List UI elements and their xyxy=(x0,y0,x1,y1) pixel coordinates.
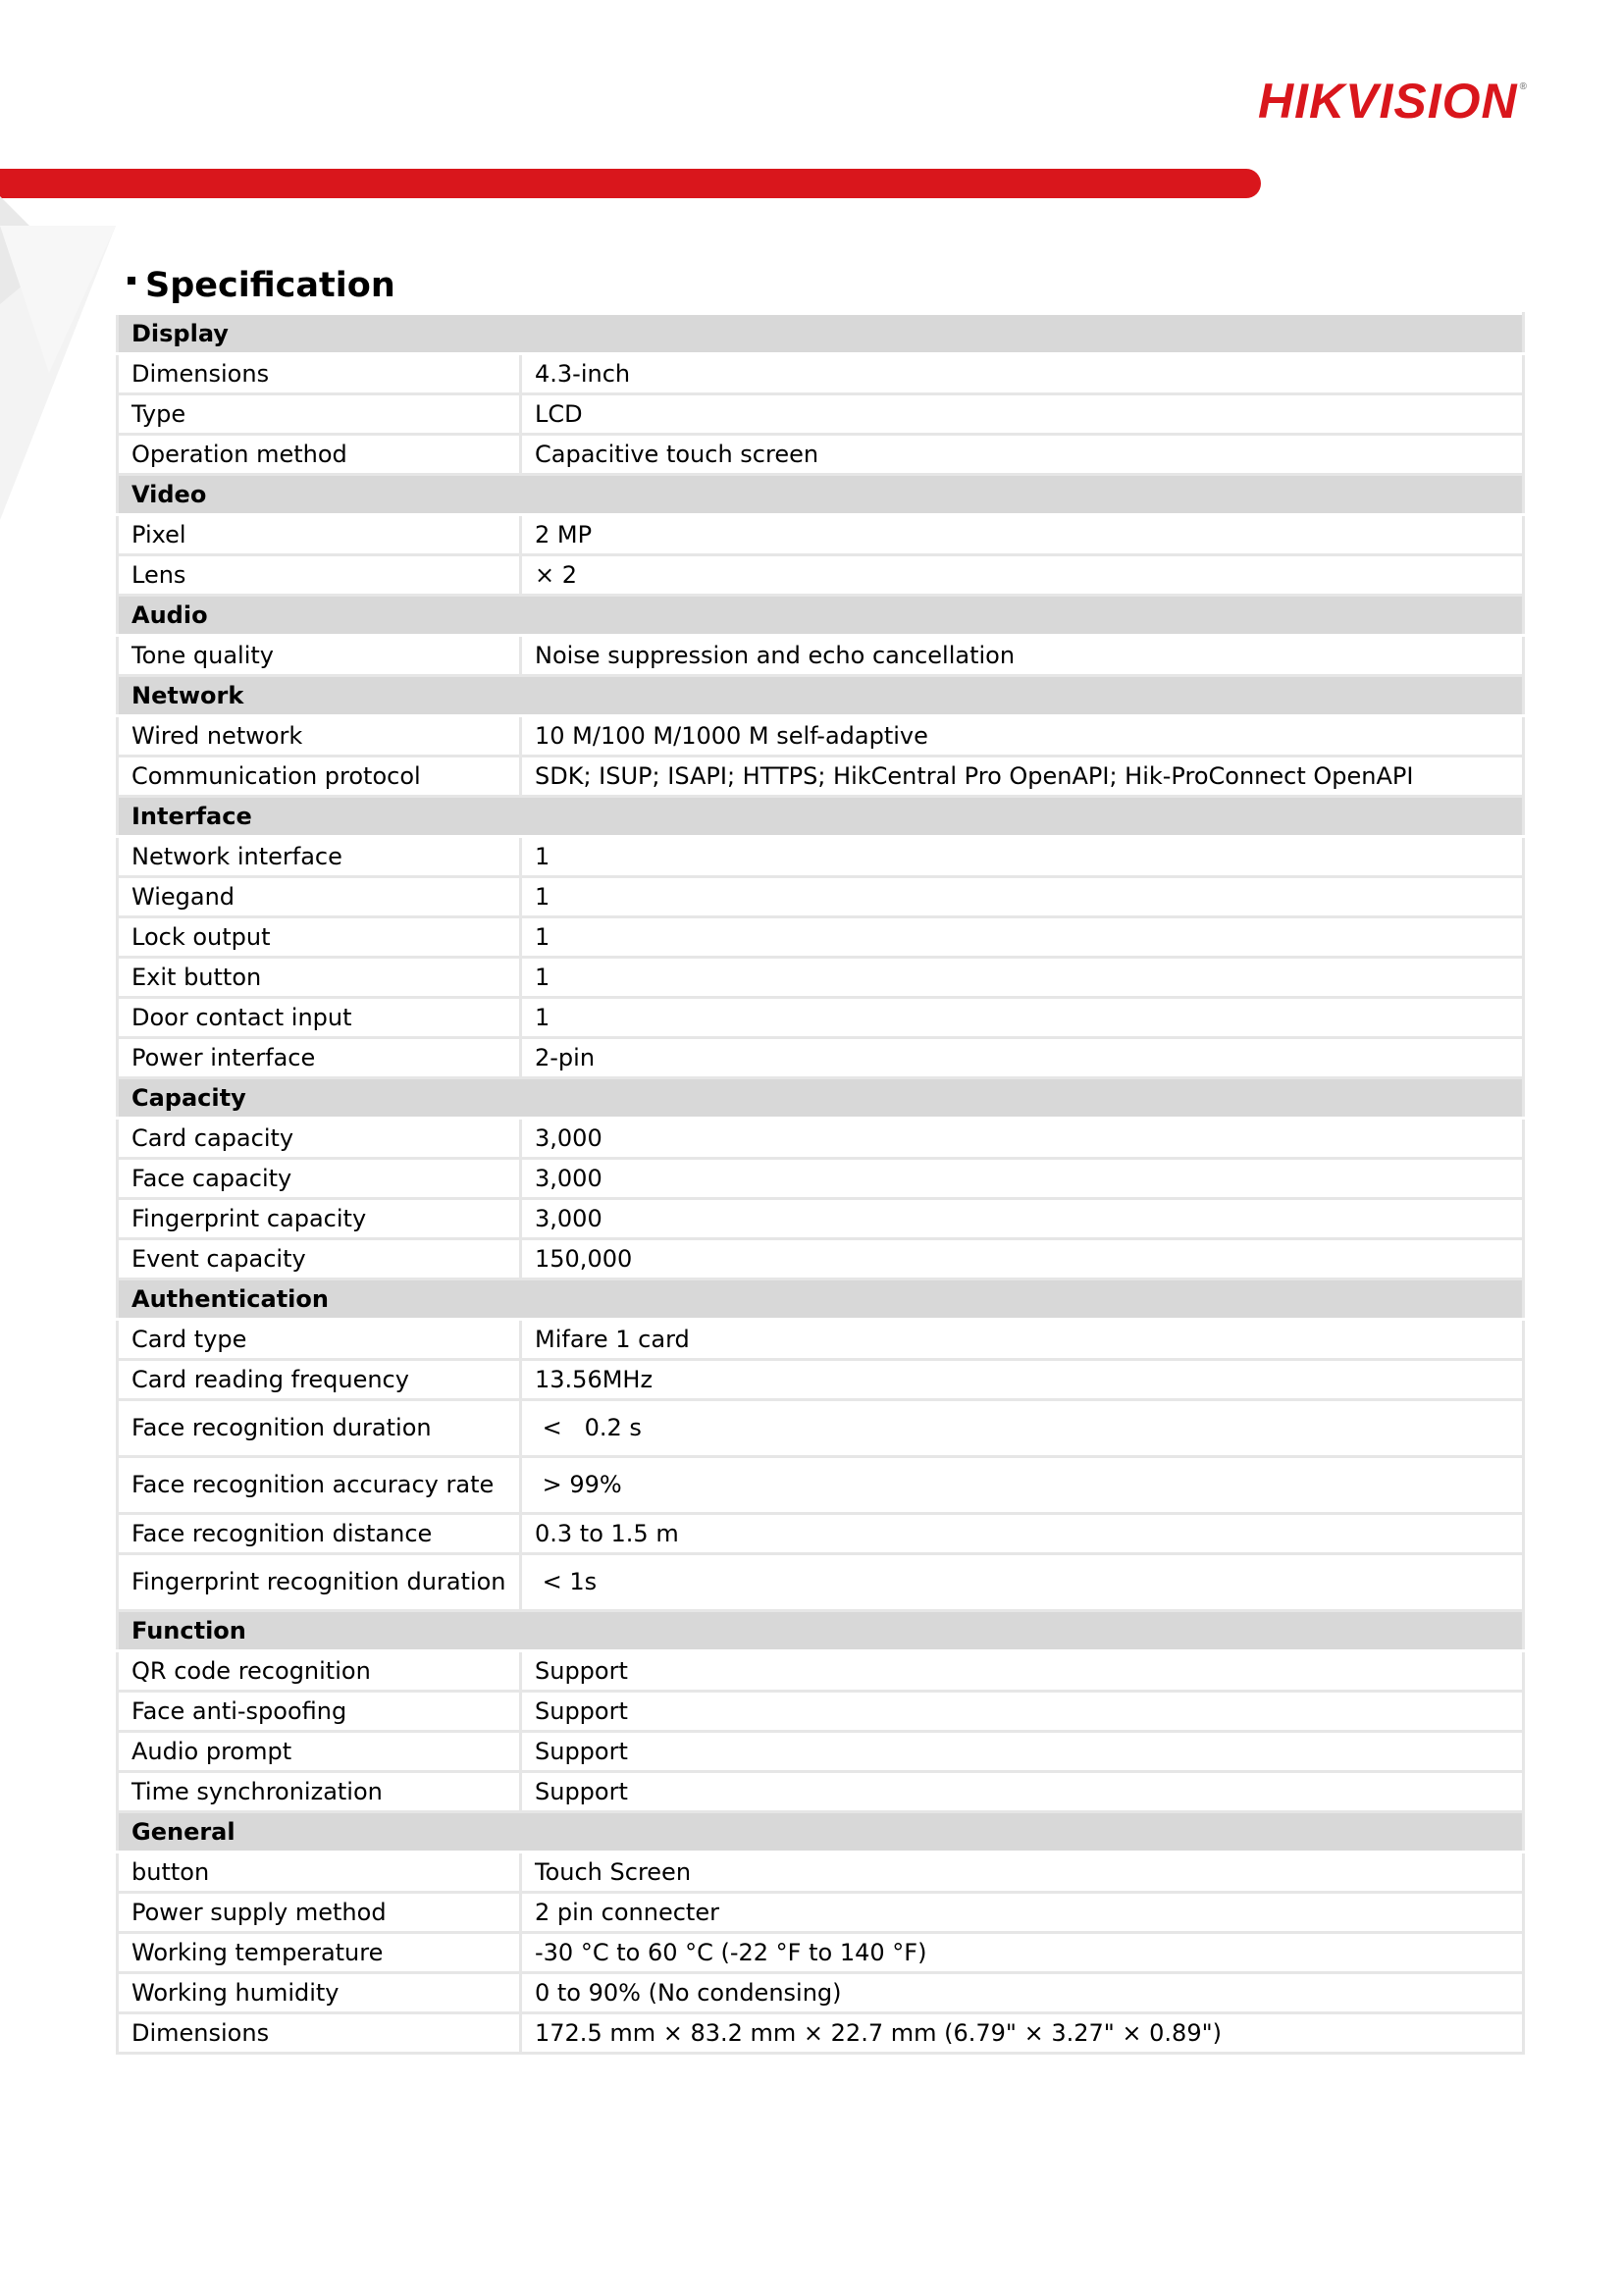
page-title-text: Specification xyxy=(145,266,395,305)
spec-value: 1 xyxy=(521,917,1524,958)
table-row xyxy=(118,2013,1524,2054)
table-row xyxy=(118,1159,1524,1199)
spec-value: LCD xyxy=(521,394,1524,435)
section-header-video xyxy=(118,475,1524,515)
specification-table xyxy=(116,312,1525,2055)
spec-value: 2-pin xyxy=(521,1038,1524,1078)
spec-label: Operation method xyxy=(118,435,521,475)
table-row xyxy=(118,354,1524,394)
section-title: Function xyxy=(118,1611,1524,1651)
spec-value: 1 xyxy=(521,958,1524,998)
spec-value: 172.5 mm × 83.2 mm × 22.7 mm (6.79" × 3.27" × 0.89") xyxy=(521,2013,1524,2054)
spec-label: Exit button xyxy=(118,958,521,998)
table-row xyxy=(118,1933,1524,1973)
spec-label: Face recognition accuracy rate xyxy=(118,1457,521,1514)
spec-value: 0 to 90% (No condensing) xyxy=(521,1973,1524,2013)
spec-label: Card type xyxy=(118,1320,521,1360)
table-row xyxy=(118,757,1524,797)
trademark-symbol: ® xyxy=(1519,81,1528,92)
table-row xyxy=(118,1199,1524,1239)
table-row xyxy=(118,435,1524,475)
spec-label: Card reading frequency xyxy=(118,1360,521,1400)
table-row xyxy=(118,716,1524,757)
spec-label: Fingerprint recognition duration xyxy=(118,1554,521,1611)
table-row xyxy=(118,837,1524,877)
spec-label: Face recognition distance xyxy=(118,1514,521,1554)
section-title: Authentication xyxy=(118,1279,1524,1320)
spec-value: Capacitive touch screen xyxy=(521,435,1524,475)
section-header-capacity xyxy=(118,1078,1524,1119)
spec-value: 3,000 xyxy=(521,1159,1524,1199)
spec-label: Type xyxy=(118,394,521,435)
spec-label: Tone quality xyxy=(118,636,521,676)
spec-label: Dimensions xyxy=(118,2013,521,2054)
section-header-audio xyxy=(118,596,1524,636)
spec-value: Support xyxy=(521,1692,1524,1732)
table-row xyxy=(118,877,1524,917)
spec-label: Lock output xyxy=(118,917,521,958)
spec-value: 3,000 xyxy=(521,1199,1524,1239)
spec-value: 1 xyxy=(521,877,1524,917)
spec-label: Wiegand xyxy=(118,877,521,917)
table-row xyxy=(118,1320,1524,1360)
section-header-authentication xyxy=(118,1279,1524,1320)
section-header-function xyxy=(118,1611,1524,1651)
spec-value: Mifare 1 card xyxy=(521,1320,1524,1360)
section-title: Interface xyxy=(118,797,1524,837)
spec-value: 150,000 xyxy=(521,1239,1524,1279)
table-row xyxy=(118,958,1524,998)
section-title: General xyxy=(118,1812,1524,1852)
table-row xyxy=(118,515,1524,555)
spec-value: Noise suppression and echo cancellation xyxy=(521,636,1524,676)
spec-value: 13.56MHz xyxy=(521,1360,1524,1400)
table-row xyxy=(118,636,1524,676)
table-row xyxy=(118,1119,1524,1159)
section-header-network xyxy=(118,676,1524,716)
table-row xyxy=(118,394,1524,435)
spec-label: Face recognition duration xyxy=(118,1400,521,1457)
section-title: Network xyxy=(118,676,1524,716)
spec-label: Working temperature xyxy=(118,1933,521,1973)
section-header-interface xyxy=(118,797,1524,837)
spec-value: 1 xyxy=(521,837,1524,877)
table-row xyxy=(118,1360,1524,1400)
table-row xyxy=(118,1400,1524,1457)
section-header-display xyxy=(118,314,1524,354)
header-red-bar xyxy=(0,169,1261,198)
spec-label: Time synchronization xyxy=(118,1772,521,1812)
spec-label: Door contact input xyxy=(118,998,521,1038)
spec-label: Communication protocol xyxy=(118,757,521,797)
spec-value: 4.3-inch xyxy=(521,354,1524,394)
table-row xyxy=(118,1554,1524,1611)
spec-label: Power interface xyxy=(118,1038,521,1078)
brand-logo-text: HIKVISION xyxy=(1258,74,1518,129)
spec-label: Face anti-spoofing xyxy=(118,1692,521,1732)
spec-value: 3,000 xyxy=(521,1119,1524,1159)
spec-value: × 2 xyxy=(521,555,1524,596)
section-title: Video xyxy=(118,475,1524,515)
spec-label: Power supply method xyxy=(118,1893,521,1933)
section-header-general xyxy=(118,1812,1524,1852)
table-row xyxy=(118,1772,1524,1812)
page-title xyxy=(128,266,395,305)
spec-label: Fingerprint capacity xyxy=(118,1199,521,1239)
spec-label: QR code recognition xyxy=(118,1651,521,1692)
decorative-star-graphic xyxy=(0,196,123,520)
spec-value: 1 xyxy=(521,998,1524,1038)
table-row xyxy=(118,917,1524,958)
spec-value: 0.3 to 1.5 m xyxy=(521,1514,1524,1554)
spec-label: Card capacity xyxy=(118,1119,521,1159)
spec-value: Support xyxy=(521,1772,1524,1812)
table-row xyxy=(118,1038,1524,1078)
bullet-square-icon xyxy=(128,277,135,285)
table-row xyxy=(118,1239,1524,1279)
table-row xyxy=(118,1893,1524,1933)
table-row xyxy=(118,1692,1524,1732)
spec-value: -30 °C to 60 °C (-22 °F to 140 °F) xyxy=(521,1933,1524,1973)
spec-value: 10 M/100 M/1000 M self-adaptive xyxy=(521,716,1524,757)
spec-label: Pixel xyxy=(118,515,521,555)
spec-value: < 0.2 s xyxy=(521,1400,1524,1457)
section-title: Display xyxy=(118,314,1524,354)
spec-label: Event capacity xyxy=(118,1239,521,1279)
spec-label: Audio prompt xyxy=(118,1732,521,1772)
table-row xyxy=(118,1457,1524,1514)
spec-value: SDK; ISUP; ISAPI; HTTPS; HikCentral Pro OpenAPI; Hik-ProConnect OpenAPI xyxy=(521,757,1524,797)
spec-value: 2 MP xyxy=(521,515,1524,555)
spec-label: Wired network xyxy=(118,716,521,757)
spec-value: 2 pin connecter xyxy=(521,1893,1524,1933)
spec-value: > 99% xyxy=(521,1457,1524,1514)
section-title: Capacity xyxy=(118,1078,1524,1119)
table-row xyxy=(118,1651,1524,1692)
spec-value: Support xyxy=(521,1651,1524,1692)
spec-label: Working humidity xyxy=(118,1973,521,2013)
table-row xyxy=(118,1732,1524,1772)
table-row xyxy=(118,1973,1524,2013)
spec-label: Face capacity xyxy=(118,1159,521,1199)
spec-label: button xyxy=(118,1852,521,1893)
brand-logo xyxy=(1258,74,1528,129)
table-row xyxy=(118,1514,1524,1554)
spec-value: < 1s xyxy=(521,1554,1524,1611)
table-row xyxy=(118,998,1524,1038)
table-row xyxy=(118,555,1524,596)
spec-label: Lens xyxy=(118,555,521,596)
spec-value: Touch Screen xyxy=(521,1852,1524,1893)
section-title: Audio xyxy=(118,596,1524,636)
table-row xyxy=(118,1852,1524,1893)
spec-label: Network interface xyxy=(118,837,521,877)
spec-label: Dimensions xyxy=(118,354,521,394)
spec-value: Support xyxy=(521,1732,1524,1772)
